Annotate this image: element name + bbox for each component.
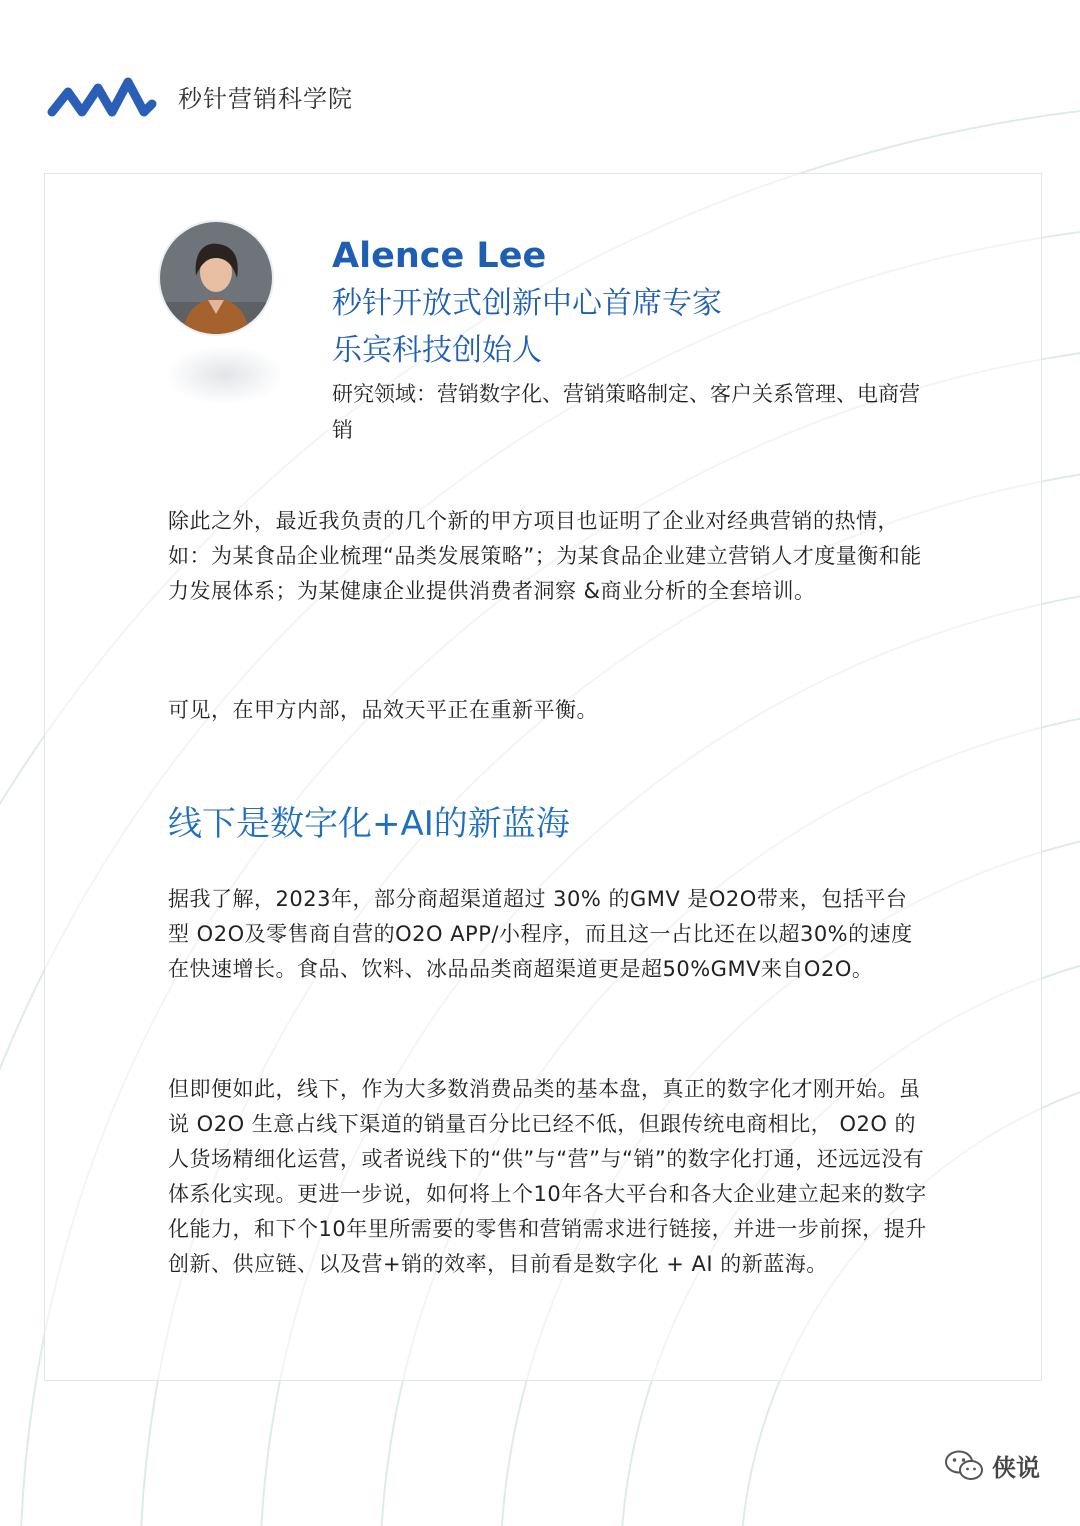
paragraph-4: 但即便如此，线下，作为大多数消费品类的基本盘，真正的数字化才刚开始。虽说 O2O 生意占线下渠道的销量百分比已经不低，但跟传统电商相比， O2O 的人货场精细化运营，或者说线下的“供”与“营”与“销”的数字化打通，还远远没有体系化实现。更进一步说，如何将上个10年各大平台和各大企业建立起来的数字化能力，和下个10年里所需要的零售和营销需求进行链接，并进一步前探，提升创新、供应链、以及营+销的效率，目前看是数字化 + AI 的新蓝海。 — [168, 1077, 927, 1276]
profile-name: Alence Lee — [332, 236, 547, 276]
brand-name: 秒针营销科学院 — [178, 84, 353, 113]
watermark — [944, 1448, 1040, 1483]
research-field: 研究领域：营销数字化、营销策略制定、客户关系管理、电商营销 — [332, 382, 920, 442]
profile-block — [332, 232, 932, 448]
paragraph-1: 除此之外，最近我负责的几个新的甲方项目也证明了企业对经典营销的热情，如：为某食品企业梳理“品类发展策略”；为某食品企业建立营销人才度量衡和能力发展体系；为某健康企业提供消费者洞察 &商业分析的全套培训。 — [168, 509, 922, 603]
avatar — [160, 222, 272, 334]
wechat-icon — [944, 1449, 984, 1483]
header — [46, 68, 353, 124]
avatar-shadow — [165, 345, 285, 405]
miaozhen-logo-icon — [46, 68, 158, 124]
profile-title-2: 乐宾科技创始人 — [332, 333, 542, 368]
watermark-text: 侠说 — [992, 1454, 1040, 1482]
paragraph-3: 据我了解，2023年，部分商超渠道超过 30% 的GMV 是O2O带来，包括平台型 O2O及零售商自营的O2O APP/小程序，而且这一占比还在以超30%的速度在快速增长。食品、饮料、冰品品类商超渠道更是超50%GMV来自O2O。 — [168, 887, 913, 981]
profile-title-1: 秒针开放式创新中心首席专家 — [332, 286, 722, 321]
paragraph-2: 可见，在甲方内部，品效天平正在重新平衡。 — [168, 698, 598, 722]
section-heading: 线下是数字化+AI的新蓝海 — [168, 804, 570, 844]
